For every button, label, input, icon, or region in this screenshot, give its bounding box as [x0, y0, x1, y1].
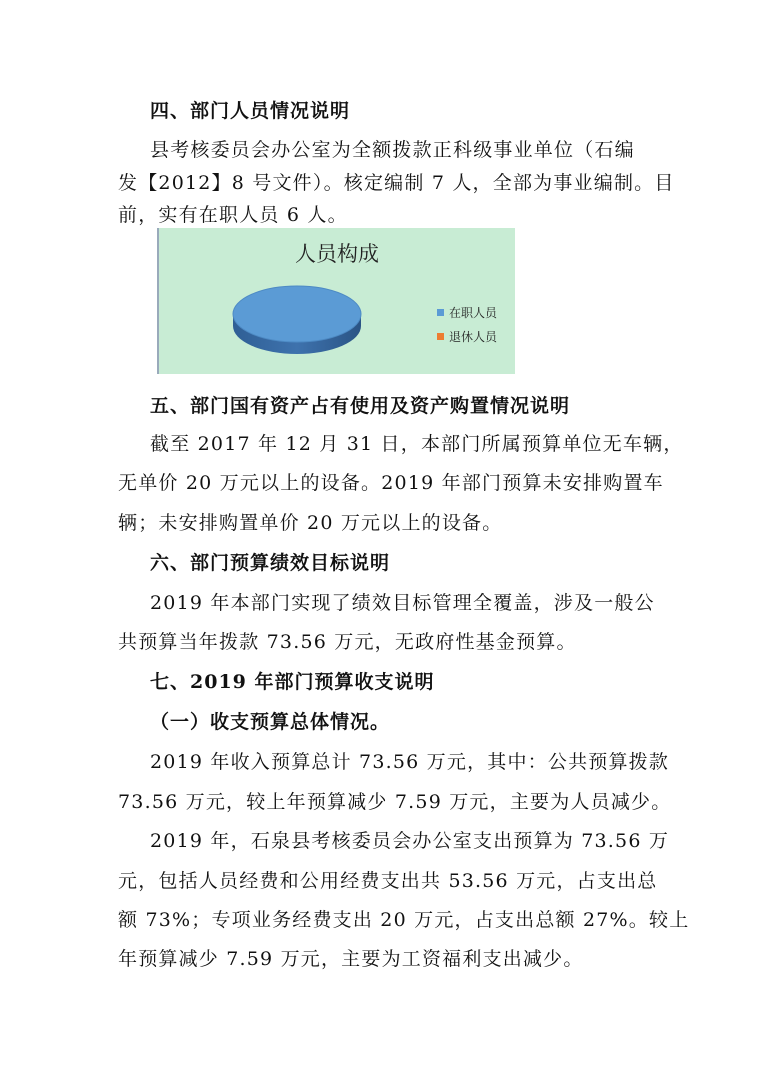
section-6-paragraph-line-1: 2019 年本部门实现了绩效目标管理全覆盖，涉及一般公 — [150, 592, 655, 614]
section-5-paragraph-line-3: 辆；未安排购置单价 20 万元以上的设备。 — [118, 512, 503, 534]
section-4-paragraph-line-1: 县考核委员会办公室为全额拨款正科级事业单位（石编 — [150, 139, 635, 161]
legend-label: 在职人员 — [449, 305, 498, 320]
chart-legend — [437, 300, 497, 348]
staff-composition-chart — [157, 228, 515, 374]
section-7-paragraph-2-line-3: 额 73%；专项业务经费支出 20 万元，占支出总额 27%。较上 — [118, 909, 690, 931]
pie-slice-在职人员 — [233, 286, 361, 354]
section-7-paragraph-2-line-2: 元，包括人员经费和公用经费支出共 53.56 万元，占支出总 — [118, 870, 658, 892]
chart-title: 人员构成 — [295, 242, 379, 266]
legend-swatch — [437, 333, 444, 340]
section-6-paragraph-line-2: 共预算当年拨款 73.56 万元，无政府性基金预算。 — [118, 631, 577, 653]
legend-label: 退休人员 — [449, 329, 498, 344]
section-7-paragraph-2-line-4: 年预算减少 7.59 万元，主要为工资福利支出减少。 — [118, 948, 584, 970]
section-5-title: 五、部门国有资产占有使用及资产购置情况说明 — [150, 395, 571, 417]
section-7-paragraph-1-line-1: 2019 年收入预算总计 73.56 万元，其中：公共预算拨款 — [150, 751, 670, 773]
section-6-title: 六、部门预算绩效目标说明 — [150, 552, 391, 574]
section-7-paragraph-2-line-1: 2019 年，石泉县考核委员会办公室支出预算为 73.56 万 — [150, 830, 670, 852]
legend-item — [437, 324, 497, 348]
section-4-paragraph-line-2: 发【2012】8 号文件）。核定编制 7 人，全部为事业编制。目 — [118, 172, 675, 194]
section-7-paragraph-1-line-2: 73.56 万元，较上年预算减少 7.59 万元，主要为人员减少。 — [118, 791, 672, 813]
legend-swatch — [437, 309, 444, 316]
section-5-paragraph-line-1: 截至 2017 年 12 月 31 日，本部门所属预算单位无车辆， — [150, 433, 684, 455]
section-7-title: 七、2019 年部门预算收支说明 — [150, 671, 435, 693]
section-5-paragraph-line-2: 无单价 20 万元以上的设备。2019 年部门预算未安排购置车 — [118, 472, 664, 494]
section-4-title: 四、部门人员情况说明 — [150, 100, 351, 122]
section-4-paragraph-line-3: 前，实有在职人员 6 人。 — [118, 204, 348, 226]
section-7-subtitle-1: （一）收支预算总体情况。 — [150, 711, 391, 733]
legend-item — [437, 300, 497, 324]
